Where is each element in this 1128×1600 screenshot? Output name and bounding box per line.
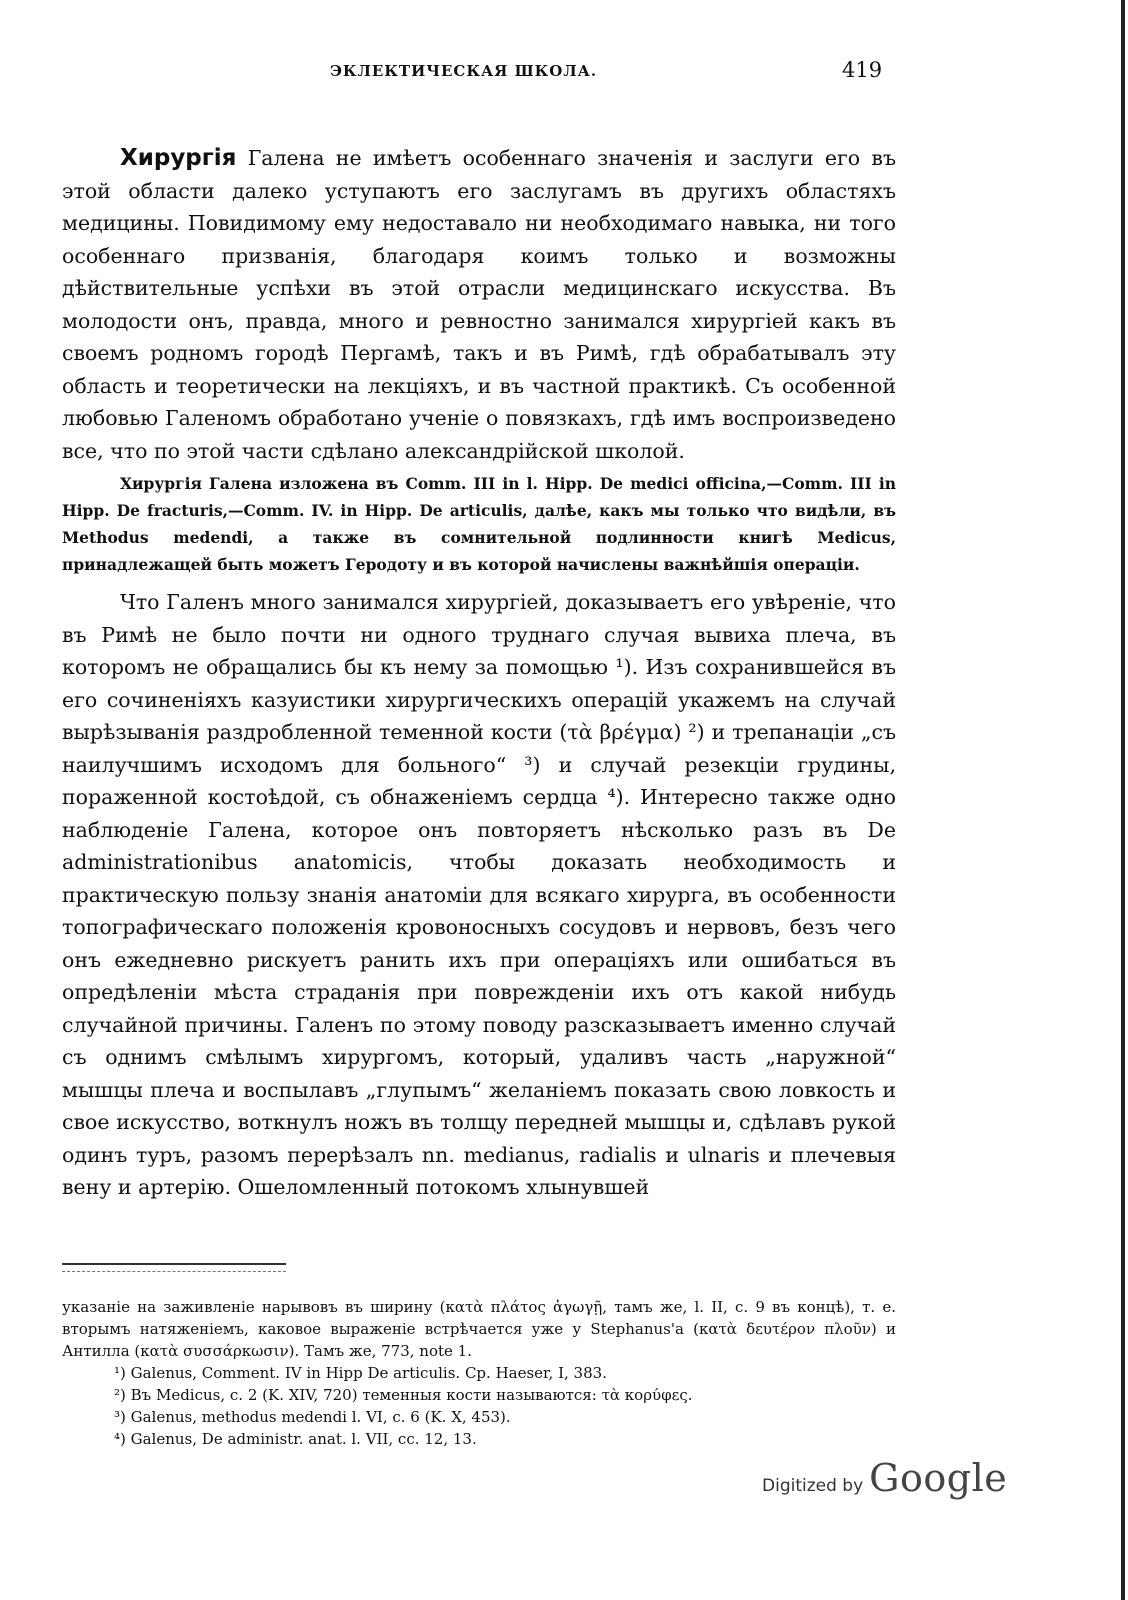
scan-edge-rule <box>1121 0 1125 1600</box>
paragraph-text: Галена не имѣетъ особеннаго значенія и заслуги его въ этой области далеко уступаютъ его заслугамъ въ другихъ областяхъ медицины. Повидимому ему недоставало ни необходимаго навыка, ни того особеннаго призванія, благодаря коимъ только и возможны дѣйствительные успѣхи въ этой отрасли медицинскаго искусства. Въ молодости онъ, правда, много и ревностно занимался хирургіей какъ въ своемъ родномъ городѣ Пергамѣ, такъ и въ Римѣ, гдѣ обрабатывалъ эту область и теоретически на лекціяхъ, и въ частной практикѣ. Съ особенной любовью Галеномъ обработано ученіе о повязкахъ, гдѣ имъ воспроизведено все, что по этой части сдѣлано александрійской школой. <box>62 146 896 463</box>
google-logo: Google <box>869 1456 1008 1500</box>
footnote-separator <box>62 1263 286 1265</box>
footnote-item: ⁴) Galenus, De administr. anat. l. VII, cc. 12, 13. <box>114 1430 477 1448</box>
running-header: ЭКЛЕКТИЧЕСКАЯ ШКОЛА. <box>330 62 598 80</box>
footnote-item: ³) Galenus, methodus medendi l. VI, c. 6 (K. X, 453). <box>114 1408 511 1426</box>
footnotes <box>62 1296 896 1450</box>
paragraph-surgery-intro <box>62 142 896 467</box>
footnote-continuation: указаніе на заживленіе нарывовъ въ ширину (κατὰ πλάτος ἀγωγῇ, тамъ же, l. II, c. 9 въ концѣ), т. е. вторымъ натяженіемъ, каковое выраженіе встрѣчается уже у Stephanus'а (κατὰ δευτέρον πλοῦν) и Антилла (κατὰ συσσάρκωσιν). Тамъ же, 773, note 1. <box>62 1298 896 1360</box>
paragraph-galen-surgery: Что Галенъ много занимался хирургіей, доказываетъ его увѣреніе, что въ Римѣ не было почти ни одного труднаго случая вывиха плеча, въ которомъ не обращались бы къ нему за помощью ¹). Изъ сохранившейся въ его сочиненіяхъ казуистики хирургическихъ операцій укажемъ на случай вырѣзыванія раздробленной теменной кости (τὰ βρέγμα) ²) и трепанаціи „съ наилучшимъ исходомъ для больного“ ³) и случай резекціи грудины, пораженной костоѣдой, съ обнаженіемъ сердца ⁴). Интересно также одно наблюденіе Галена, которое онъ повторяетъ нѣсколько разъ въ De administrationibus anatomicis, чтобы доказать необходимость и практическую пользу знанія анатоміи для всякаго хирурга, въ особенности топографическаго положенія кровоносныхъ сосудовъ и нервовъ, безъ чего онъ ежедневно рискуетъ ранить ихъ при операціяхъ или ошибаться въ опредѣленіи мѣста страданія при поврежденіи ихъ отъ какой нибудь случайной причины. Галенъ по этому поводу разсказываетъ именно случай съ однимъ смѣлымъ хирургомъ, который, удаливъ часть „наружной“ мышцы плеча и воспылавъ „глупымъ“ желаніемъ показать свою ловкость и свое искусство, воткнулъ ножъ въ толщу передней мышцы и, сдѣлавъ рукой одинъ туръ, разомъ перерѣзалъ nn. medianus, radialis и ulnaris и плечевыя вену и артерію. Ошеломленный потокомъ хлынувшей <box>62 590 896 1199</box>
small-print-note: Хирургія Галена изложена въ Comm. III in l. Hipp. De medici officina,—Comm. III in Hipp. De fracturis,—Comm. IV. in Hipp. De articulis, далѣе, какъ мы только что видѣли, въ Methodus medendi, а также въ сомнительной подлинности книгѣ Medicus, принадлежащей быть можетъ Геродоту и въ которой начислены важнѣйшія операціи. <box>62 474 896 574</box>
digitized-by-watermark <box>762 1456 1007 1500</box>
footnote-separator-faint <box>62 1271 286 1272</box>
digitized-by-label: Digitized by <box>762 1476 864 1496</box>
footnote-item: ¹) Galenus, Comment. IV in Hipp De articulis. Cp. Haeser, I, 383. <box>114 1364 607 1382</box>
page-number: 419 <box>842 58 883 82</box>
footnote-item: ²) Въ Medicus, c. 2 (K. XIV, 720) теменныя кости называются: τὰ κορύφες. <box>114 1386 693 1404</box>
paragraph-lead-word: Хирургія <box>120 145 237 171</box>
